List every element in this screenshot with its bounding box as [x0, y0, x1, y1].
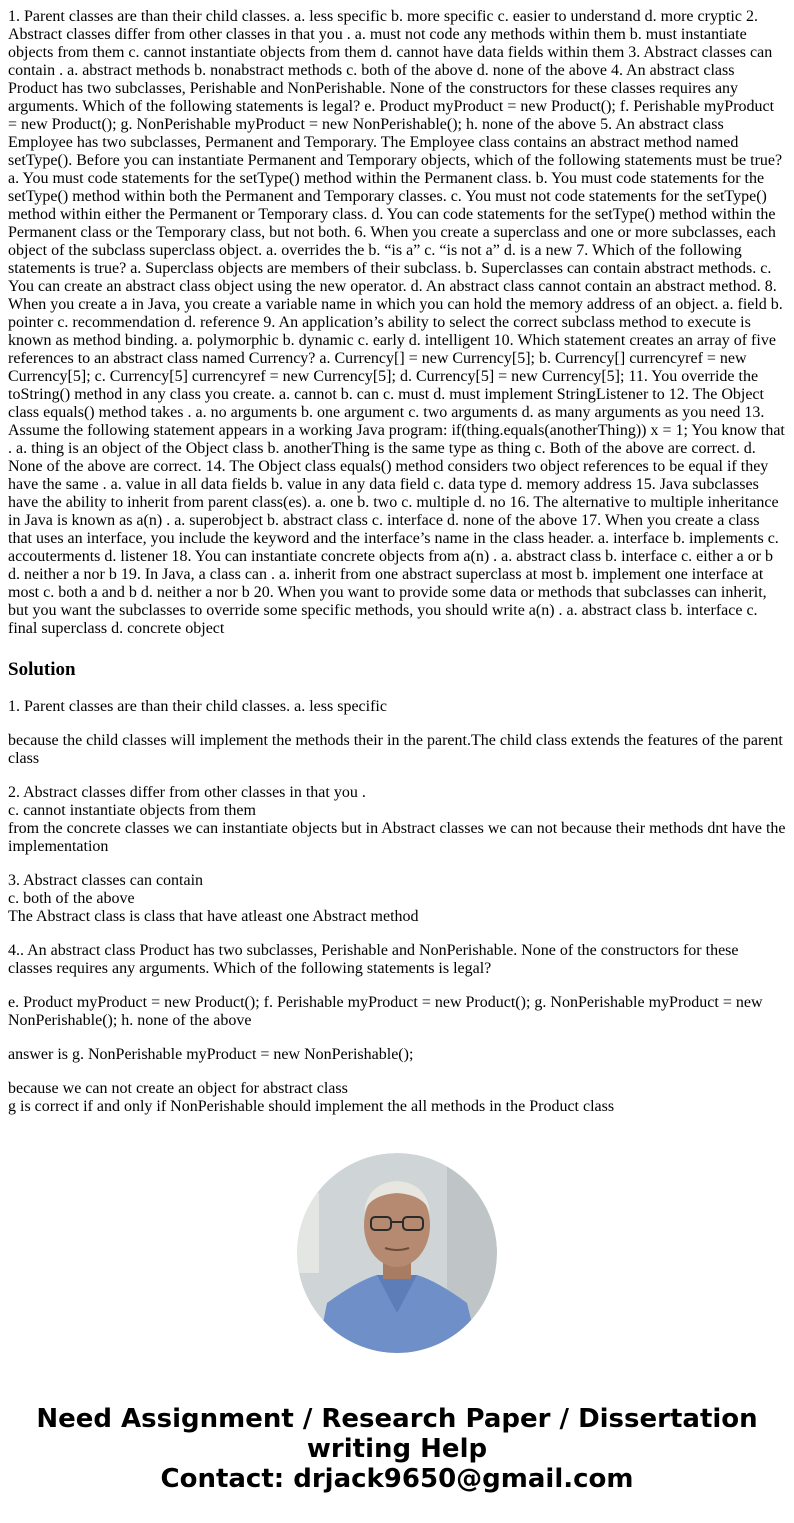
solution-paragraph-1: 1. Parent classes are than their child classes. a. less specific — [8, 698, 387, 715]
solution-paragraph-5: 4.. An abstract class Product has two subclasses, Perishable and NonPerishable. None of the constructors for these classes requires any arguments. Which of the following statements is legal? — [8, 942, 739, 977]
question-text: 1. Parent classes are than their child classes. a. less specific b. more specific c. easier to understand d. more cryptic 2. Abstract classes differ from other classes in that you . a. must not code any methods within them b. must instantiate objects from them c. cannot instantiate objects from them d. cannot have data fields within them 3. Abstract classes can contain . a. abstract methods b. nonabstract methods c. both of the above d. none of the above 4. An abstract class Product has two subclasses, Perishable and NonPerishable. None of the constructors for these classes requires any arguments. Which of the following statements is legal? e. Product myProduct = new Product(); f. Perishable myProduct = new Product(); g. NonPerishable myProduct = new NonPerishable(); h. none of the above 5. An abstract class Employee has two subclasses, Permanent and Temporary. The Employee class contains an abstract method named setType(). Before you can instantiate Permanent and Temporary objects, which of the following statements must be true? a. You must code statements for the setType() method within the Permanent class. b. You must code statements for the setType() method within both the Permanent and Temporary classes. c. You must not code statements for the setType() method within either the Permanent or Temporary class. d. You can code statements for the setType() method within the Permanent class or the Temporary class, but not both. 6. When you create a superclass and one or more subclasses, each object of the subclass superclass object. a. overrides the b. “is a” c. “is not a” d. is a new 7. Which of the following statements is true? a. Superclass objects are members of their subclass. b. Superclasses can contain abstract methods. c. You can create an abstract class object using the new operator. d. An abstract class cannot contain an abstract method. 8. When you create a in Java, you create a variable name in which you can hold the memory address of an object. a. field b. pointer c. recommendation d. reference 9. An application’s ability to select the correct subclass method to execute is known as method binding. a. polymorphic b. dynamic c. early d. intelligent 10. Which statement creates an array of five references to an abstract class named Currency? a. Currency[] = new Currency[5]; b. Currency[] currencyref = new Currency[5]; c. Currency[5] currencyref = new Currency[5]; d. Currency[5] = new Currency[5]; 11. You override the toString() method in any class you create. a. cannot b. can c. must d. must implement StringListener to 12. The Object class equals() method takes . a. no arguments b. one argument c. two arguments d. as many arguments as you need 13. Assume the following statement appears in a working Java program: if(thing.equals(anotherThing)) x = 1; You know that . a. thing is an object of the Object class b. anotherThing is the same type as thing c. Both of the above are correct. d. None of the above are correct. 14. The Object class equals() method considers two object references to be equal if they have the same . a. value in all data fields b. value in any data field c. data type d. memory address 15. Java subclasses have the ability to inherit from parent class(es). a. one b. two c. multiple d. no 16. The alternative to multiple inheritance in Java is known as a(n) . a. superobject b. abstract class c. interface d. none of the above 17. When you create a class that uses an interface, you include the keyword and the interface’s name in the class header. a. interface b. implements c. accouterments d. listener 18. You can instantiate concrete objects from a(n) . a. abstract class b. interface c. either a or b d. neither a nor b 19. In Java, a class can . a. inherit from one abstract superclass at most b. implement one interface at most c. both a and b d. neither a nor b 20. When you want to provide some data or methods that subclasses can inherit, but you want the subclasses to override some specific methods, you should write a(n) . a. abstract class b. interface c. final superclass d. concrete object — [8, 8, 785, 637]
solution-line: c. both of the above — [8, 890, 135, 907]
footer-line-1: Need Assignment / Research Paper / Dissertation — [36, 1404, 758, 1434]
document-body — [8, 8, 786, 1132]
footer-banner — [0, 1404, 794, 1494]
footer-line-2: writing Help — [306, 1434, 488, 1464]
solution-paragraph-6: e. Product myProduct = new Product(); f. Perishable myProduct = new Product(); g. NonPerishable myProduct = new NonPerishable(); h. none of the above — [8, 994, 763, 1029]
author-avatar — [297, 1153, 497, 1353]
solution-paragraph-2: because the child classes will implement the methods their in the parent.The child class extends the features of the parent class — [8, 732, 783, 767]
solution-line: because we can not create an object for abstract class — [8, 1080, 348, 1097]
solution-line: g is correct if and only if NonPerishable should implement the all methods in the Product class — [8, 1098, 615, 1115]
solution-line: 3. Abstract classes can contain — [8, 872, 204, 889]
solution-heading: Solution — [8, 659, 76, 680]
solution-line: The Abstract class is class that have atleast one Abstract method — [8, 908, 419, 925]
solution-paragraph-3 — [8, 784, 786, 856]
solution-line: 2. Abstract classes differ from other classes in that you . — [8, 784, 366, 801]
solution-paragraph-8 — [8, 1080, 786, 1116]
avatar-image — [297, 1153, 497, 1353]
solution-line: from the concrete classes we can instantiate objects but in Abstract classes we can not because their methods dnt have the implementation — [8, 820, 786, 855]
solution-paragraph-7: answer is g. NonPerishable myProduct = new NonPerishable(); — [8, 1046, 414, 1063]
avatar-wall-switch — [297, 1193, 319, 1273]
solution-line: c. cannot instantiate objects from them — [8, 802, 256, 819]
footer-contact: Contact: drjack9650@gmail.com — [160, 1464, 634, 1494]
solution-paragraph-4 — [8, 872, 786, 926]
